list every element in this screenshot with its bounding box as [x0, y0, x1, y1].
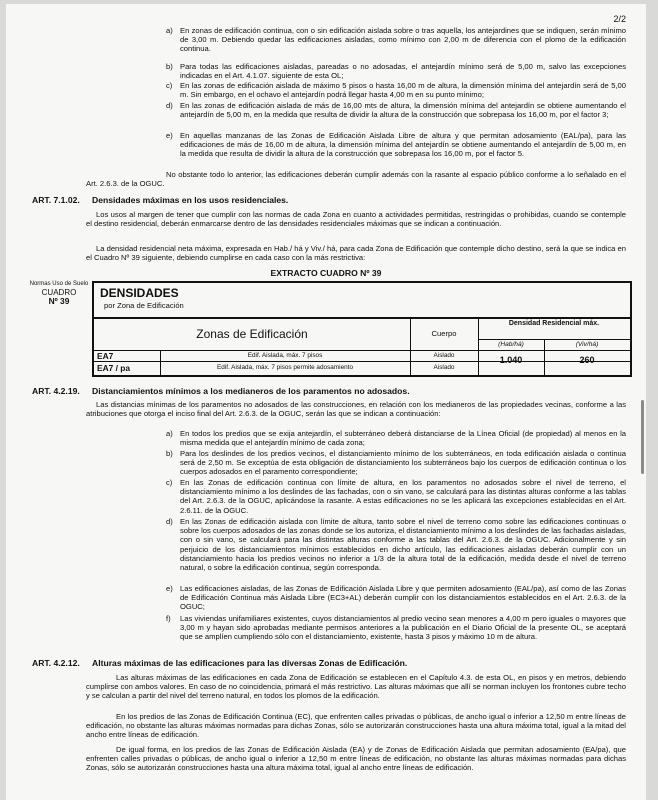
- hab-header: (Hab/há): [498, 341, 524, 348]
- cuadro-label-1: Normas Uso de Suelo: [29, 281, 89, 287]
- list-marker: a): [166, 26, 173, 35]
- table-divider: [94, 317, 630, 319]
- list-marker: d): [166, 101, 173, 110]
- article-number: ART. 7.1.02.: [32, 195, 80, 205]
- density-table: [92, 281, 632, 377]
- density-header: Densidad Residencial máx.: [508, 320, 600, 327]
- article-number: ART. 4.2.12.: [32, 658, 80, 668]
- zone-code: EA7: [97, 351, 114, 361]
- paragraph: Las distancias mínimas de los paramentos no adosados de las construcciones, en relación con los medianeros de las propiedades vecinas, conforme a las atribuciones que otorga el inciso final del Art. 2.6.3. de la OGUC, serán las que se indican a continuación:: [86, 400, 626, 419]
- zone-cuerpo: Aislado: [433, 352, 455, 359]
- zone-description: Edif. Aislada, máx. 7 pisos: [247, 352, 323, 359]
- table-divider: [94, 350, 630, 351]
- cuadro-label-2: CUADRO: [41, 288, 77, 297]
- page-number: 2/2: [613, 14, 626, 24]
- table-title: DENSIDADES: [100, 286, 179, 300]
- list-text: En las Zonas de edificación aislada con límite de altura, tanto sobre el nivel de terreno como sobre las edificaciones continuas o sobre los cuerpos adosados de las zonas donde se los autoriza, el distanciamiento mínimo a los deslindes de las fachadas aisladas, con o sin vano, se calculará para las distintas alturas conforme a las tablas del Art. 2.6.3. de la OGUC. Adicionalmente y sin perjuicio de los distanciamientos mínimos establecidos en dicho artículo, las edificaciones aisladas deberán cumplir con un distanciamiento hacia los predios vecinos no inferior a 1/3 de la altura total de la edificación, medida desde el nivel de terreno natural, o sobre la edificación continua, según corresponda.: [180, 517, 626, 573]
- paragraph: De igual forma, en los predios de las Zonas de Edificación Aislada (EA) y de Zonas de Edificación Aislada que permitan adosamiento (EA/pa), que enfrenten calles privadas o públicas, de ancho igual o inferior a 12,50 m entre líneas de edificación, no obstante las alturas máximas normadas para dichas Zonas, sólo se autorizarán construcciones hasta una altura máxima total, igual al ancho entre líneas de edificación.: [86, 745, 626, 773]
- list-text: Las viviendas unifamiliares existentes, cuyos distanciamientos al predio vecino sean menores a 4,00 m pero iguales o mayores que 3,00 m y hayan sido aprobadas mediante permisos anteriores a la publicación en el Diario Oficial de la presente OL, se aceptará que se amplíen cumpliendo sólo con el distanciamiento, existente, hasta 3 pisos y máximo 10 m de altura.: [180, 614, 626, 642]
- list-text: En las zonas de edificación aislada de más de 16,00 mts de altura, la dimensión mínima del antejardín se obtiene aumentando el antejardín de 5,00 m, en la medida que resulta de dividir la altura de la construcción que sobrepasa los 16,00 m, por el factor 3;: [180, 101, 626, 120]
- paragraph: No obstante todo lo anterior, las edificaciones deberán cumplir además con la rasante al espacio público conforme a lo señalado en el Art. 2.6.3. de la OGUC.: [86, 170, 626, 189]
- list-marker: b): [166, 62, 173, 71]
- list-marker: e): [166, 584, 173, 593]
- cuerpo-header: Cuerpo: [431, 329, 457, 338]
- list-text: Las edificaciones aisladas, de las Zonas de Edificación Aislada Libre y que permiten adosamiento (EAL/pa), así como de las Zonas de Edificación Continua más Aislada Libre (EC3+AL) deberán cumplir con los distanciamientos establecidos en el Art. 2.6.3. de la OGUC;: [180, 584, 626, 612]
- article-title: Alturas máximas de las edificaciones para las diversas Zonas de Edificación.: [92, 658, 408, 668]
- cuadro-label-3: Nº 39: [48, 296, 70, 306]
- list-marker: a): [166, 429, 173, 438]
- list-text: En las Zonas de edificación continua con límite de altura, en los paramentos no adosados sobre el nivel de terreno, el distanciamiento mínimo a los deslindes de las fachadas, con o sin vano, se calculará para las distintas alturas conforme a las tablas del Art. 2.6.3. de la OGUC, aplicándose la rasante. A estas edificaciones no se les aplicará las excepciones establecidas en el Art. 2.6.11. de la OGUC.: [180, 478, 626, 515]
- list-marker: d): [166, 517, 173, 526]
- list-text: En todos los predios que se exija antejardín, el subterráneo deberá distanciarse de la Línea Oficial (de propiedad) al menos en la misma medida que el antejardín mínimo de cada zona;: [180, 429, 626, 448]
- list-text: En aquellas manzanas de las Zonas de Edificación Aislada Libre de altura y que permitan adosamiento (EAL/pa), para las edificaciones de más de 16,00 m de altura, la dimensión mínima del antejardín se obtiene aumentando el antejardín de 5,00 m, en la medida que resulta de dividir la altura de la construcción que sobrepasa los 16,00 m, por el factor 5.: [180, 131, 626, 159]
- list-marker: c): [166, 81, 173, 90]
- table-divider: [478, 339, 630, 340]
- viv-header: (Viv/há): [575, 341, 599, 348]
- paragraph: Los usos al margen de tener que cumplir con las normas de cada Zona en cuanto a actividades permitidas, restringidas o prohibidas, cuando se contemple el destino residencial, deberán enmarcarse dentro de las densidades residenciales máximas que se indican a continuación.: [86, 210, 626, 229]
- paragraph: En los predios de las Zonas de Edificación Continua (EC), que enfrenten calles privadas o públicas, de ancho igual o inferior a 12,50 m entre líneas de edificación, no obstante las alturas máximas normadas para dichas Zonas, sólo se autorizarán construcciones hasta una altura máxima total, igual a la mitad del ancho entre líneas de edificación.: [86, 712, 626, 740]
- article-number: ART. 4.2.19.: [32, 386, 80, 396]
- hab-value: 1.040: [499, 355, 523, 365]
- list-text: Para los deslindes de los predios vecinos, el distanciamiento mínimo de los subterráneos, en toda edificación aislada o continua será de 2,50 m. Se exceptúa de esta obligación de distanciamiento los subterráneos bajo los cuerpos de edificación continua o los cuerpos adosados en el paramento correspondiente;: [180, 449, 626, 477]
- list-marker: e): [166, 131, 173, 140]
- viv-value: 260: [579, 355, 595, 365]
- list-text: En zonas de edificación continua, con o sin edificación aislada sobre o tras aquella, los antejardines que se indiquen, serán mínimo de 3,00 m. Debiendo quedar las edificaciones aisladas, como mínimo con 2,00 m de diferencia con el plomo de la edificación continua.: [180, 26, 626, 54]
- list-marker: b): [166, 449, 173, 458]
- paragraph: Las alturas máximas de las edificaciones en cada Zona de Edificación se establecen en el Capítulo 4.3. de esta OL, en pisos y en metros, debiendo cumplirse con ambos valores. En caso de no coincidencia, primará el más restrictivo. Las alturas máximas que allí se norman incluyen los frontones cubre techo y se calculan a partir del nivel del terreno natural, en todos los plomos de la edificación.: [86, 673, 626, 701]
- article-title: Distanciamientos mínimos a los medianeros de los paramentos no adosados.: [92, 386, 410, 396]
- list-text: Para todas las edificaciones aisladas, pareadas o no adosadas, el antejardín mínimo será de 5,00 m, salvo las excepciones indicadas en el Art. 4.1.07. siguiente de esta OL;: [180, 62, 626, 81]
- zone-code: EA7 / pa: [97, 363, 131, 373]
- list-marker: f): [166, 614, 171, 623]
- list-marker: c): [166, 478, 173, 487]
- scrollbar[interactable]: [641, 400, 644, 474]
- article-title: Densidades máximas en los usos residenciales.: [92, 195, 289, 205]
- zone-description: Edif. Aislada, máx. 7 pisos permite adosamiento: [216, 364, 354, 371]
- zones-header: Zonas de Edificación: [196, 327, 308, 341]
- zone-cuerpo: Aislado: [433, 364, 455, 371]
- paragraph: La densidad residencial neta máxima, expresada en Hab./ há y Viv./ há, para cada Zona de Edificación que contemple dicho destino, será la que se indica en el Cuadro Nº 39 siguiente, debiendo cumplirse en cada caso con la más restrictiva:: [86, 244, 626, 263]
- list-text: En las zonas de edificación aislada de máximo 5 pisos o hasta 16,00 m de altura, la dimensión mínima del antejardín será de 5,00 m. Sin embargo, en el ochavo el antejardín podrá llegar hasta 4,00 m en su punto mínimo;: [180, 81, 626, 100]
- table-subtitle: por Zona de Edificación: [104, 301, 184, 310]
- document-page: [6, 4, 646, 800]
- table-extract-title: EXTRACTO CUADRO Nº 39: [270, 268, 382, 278]
